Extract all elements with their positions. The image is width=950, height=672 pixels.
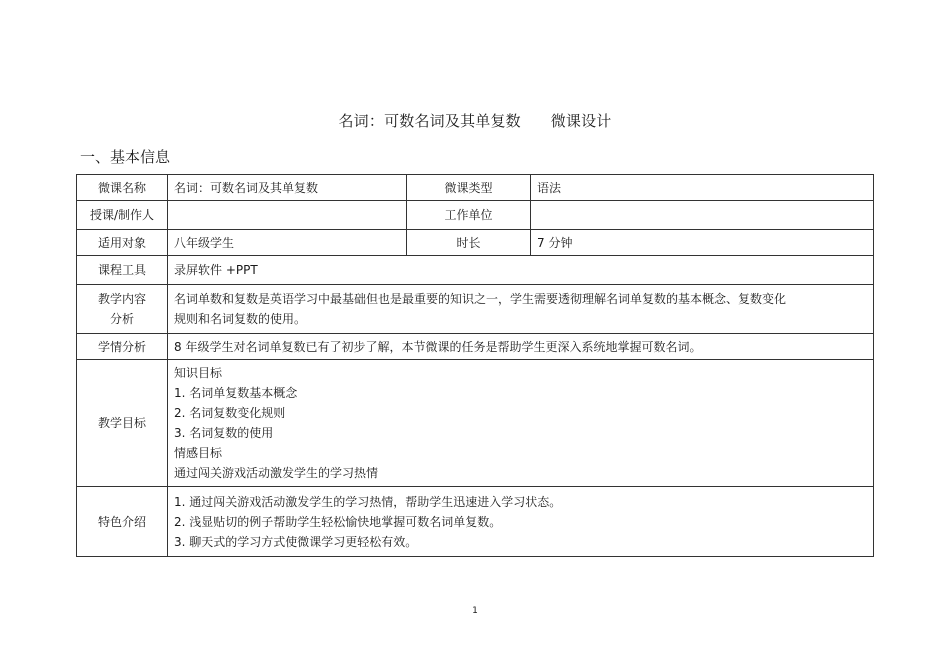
document-title: 名词：可数名词及其单复数 微课设计	[338, 112, 612, 130]
table-row	[77, 201, 874, 230]
course-type-value: 语法	[531, 175, 874, 201]
workplace-value	[531, 201, 874, 230]
goal-line: 2. 名词复数变化规则	[174, 406, 286, 420]
table-row	[77, 360, 874, 487]
goal-line: 1. 名词单复数基本概念	[174, 386, 298, 400]
table-row	[77, 285, 874, 334]
duration-value: 7 分钟	[531, 230, 874, 256]
basic-info-table	[76, 174, 874, 557]
features-label: 特色介绍	[77, 487, 168, 557]
teaching-goals-value	[168, 360, 874, 487]
tools-value: 录屏软件 +PPT	[168, 256, 874, 285]
features-value	[168, 487, 874, 557]
goal-line: 通过闯关游戏活动激发学生的学习热情	[174, 466, 379, 480]
learner-analysis-label: 学情分析	[77, 334, 168, 360]
content-analysis-line2: 规则和名词复数的使用。	[174, 312, 307, 326]
content-analysis-line1: 名词单数和复数是英语学习中最基础但也是最重要的知识之一，学生需要透彻理解名词单复数的基本概念、复数变化	[174, 292, 787, 306]
feature-line: 1. 通过闯关游戏活动激发学生的学习热情，帮助学生迅速进入学习状态。	[174, 494, 562, 509]
section-heading: 一、基本信息	[80, 148, 171, 166]
duration-label: 时长	[407, 230, 531, 256]
content-analysis-label-line2: 分析	[109, 312, 134, 326]
instructor-value	[168, 201, 407, 230]
goal-line: 知识目标	[174, 366, 223, 380]
goal-line: 3. 名词复数的使用	[174, 426, 274, 440]
course-type-label: 微课类型	[407, 175, 531, 201]
content-analysis-value	[168, 285, 874, 334]
feature-line: 3. 聊天式的学习方式使微课学习更轻松有效。	[174, 534, 418, 549]
table-row	[77, 487, 874, 557]
goal-line: 情感目标	[174, 446, 223, 460]
table-row	[77, 256, 874, 285]
learner-analysis-value: 8 年级学生对名词单复数已有了初步了解，本节微课的任务是帮助学生更深入系统地掌握可数名词。	[168, 334, 874, 360]
course-name-value: 名词：可数名词及其单复数	[168, 175, 407, 201]
course-name-label: 微课名称	[77, 175, 168, 201]
table-row	[77, 230, 874, 256]
audience-label: 适用对象	[77, 230, 168, 256]
tools-label: 课程工具	[77, 256, 168, 285]
content-analysis-label-line1: 教学内容	[97, 292, 146, 306]
instructor-label: 授课/制作人	[77, 201, 168, 230]
page-number: 1	[472, 606, 478, 616]
content-analysis-label	[77, 285, 168, 334]
workplace-label: 工作单位	[407, 201, 531, 230]
audience-value: 八年级学生	[168, 230, 407, 256]
table-row	[77, 334, 874, 360]
teaching-goals-label: 教学目标	[77, 360, 168, 487]
table-row	[77, 175, 874, 201]
feature-line: 2. 浅显贴切的例子帮助学生轻松愉快地掌握可数名词单复数。	[174, 514, 502, 529]
